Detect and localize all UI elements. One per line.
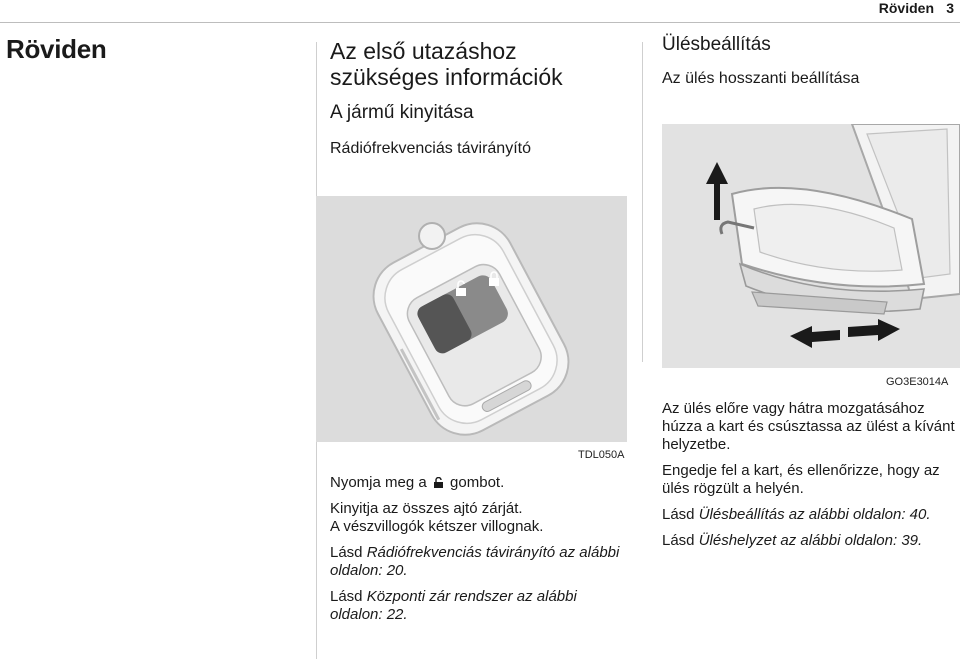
right-body-text [662, 400, 956, 558]
reference-link[interactable]: Ülésbeállítás az alábbi oldalon: 40. [698, 506, 931, 523]
instruction-text: Nyomja meg a [330, 474, 427, 491]
cross-reference [662, 506, 956, 524]
instruction-text: gombot. [450, 474, 505, 491]
sub-subsection-heading: Rádiófrekvenciás távirányító [330, 140, 531, 157]
instruction-paragraph [330, 474, 630, 492]
section-heading: Az első utazáshoz szükséges információk [330, 38, 563, 90]
seat-adjustment-illustration [662, 124, 960, 368]
subsection-heading: A jármű kinyitása [330, 102, 474, 123]
unlock-icon [433, 477, 444, 488]
key-fob-illustration [316, 196, 627, 442]
right-column-headings [662, 34, 958, 88]
cross-reference [330, 544, 630, 580]
left-body-text [330, 474, 630, 632]
key-fob-drawing [316, 196, 627, 442]
section-heading: Ülésbeállítás [662, 34, 771, 55]
running-title: Röviden [878, 0, 934, 16]
reference-prefix: Lásd [662, 532, 699, 549]
reference-prefix: Lásd [330, 544, 367, 561]
body-paragraph: Engedje fel a kart, és ellenőrizze, hogy az ülés rögzült a helyén. [662, 462, 940, 497]
seat-drawing [662, 124, 960, 368]
body-line: Kinyitja az összes ajtó zárját. [330, 500, 523, 517]
reference-link[interactable]: Központi zár rendszer az alábbi oldalon: 22. [330, 588, 577, 623]
cross-reference [330, 588, 630, 624]
reference-prefix: Lásd [662, 506, 699, 523]
subsection-heading: Az ülés hosszanti beállítása [662, 70, 860, 87]
figure-code: TDL050A [578, 449, 625, 461]
page-number: 3 [946, 0, 954, 16]
column-divider [642, 42, 643, 362]
reference-prefix: Lásd [330, 588, 367, 605]
body-line: A vészvillogók kétszer villognak. [330, 518, 544, 535]
body-paragraph: Az ülés előre vagy hátra mozgatásához húzza a kart és csúsztassa az ülést a kívánt helyzetbe. [662, 400, 955, 453]
chapter-title: Röviden [6, 34, 107, 64]
page-header [0, 0, 960, 23]
reference-link[interactable]: Üléshelyzet az alábbi oldalon: 39. [698, 532, 923, 549]
reference-link[interactable]: Rádiófrekvenciás távirányító az alábbi oldalon: 20. [330, 544, 620, 579]
figure-code: GO3E3014A [886, 376, 949, 388]
left-column-headings [330, 38, 630, 158]
cross-reference [662, 532, 956, 550]
